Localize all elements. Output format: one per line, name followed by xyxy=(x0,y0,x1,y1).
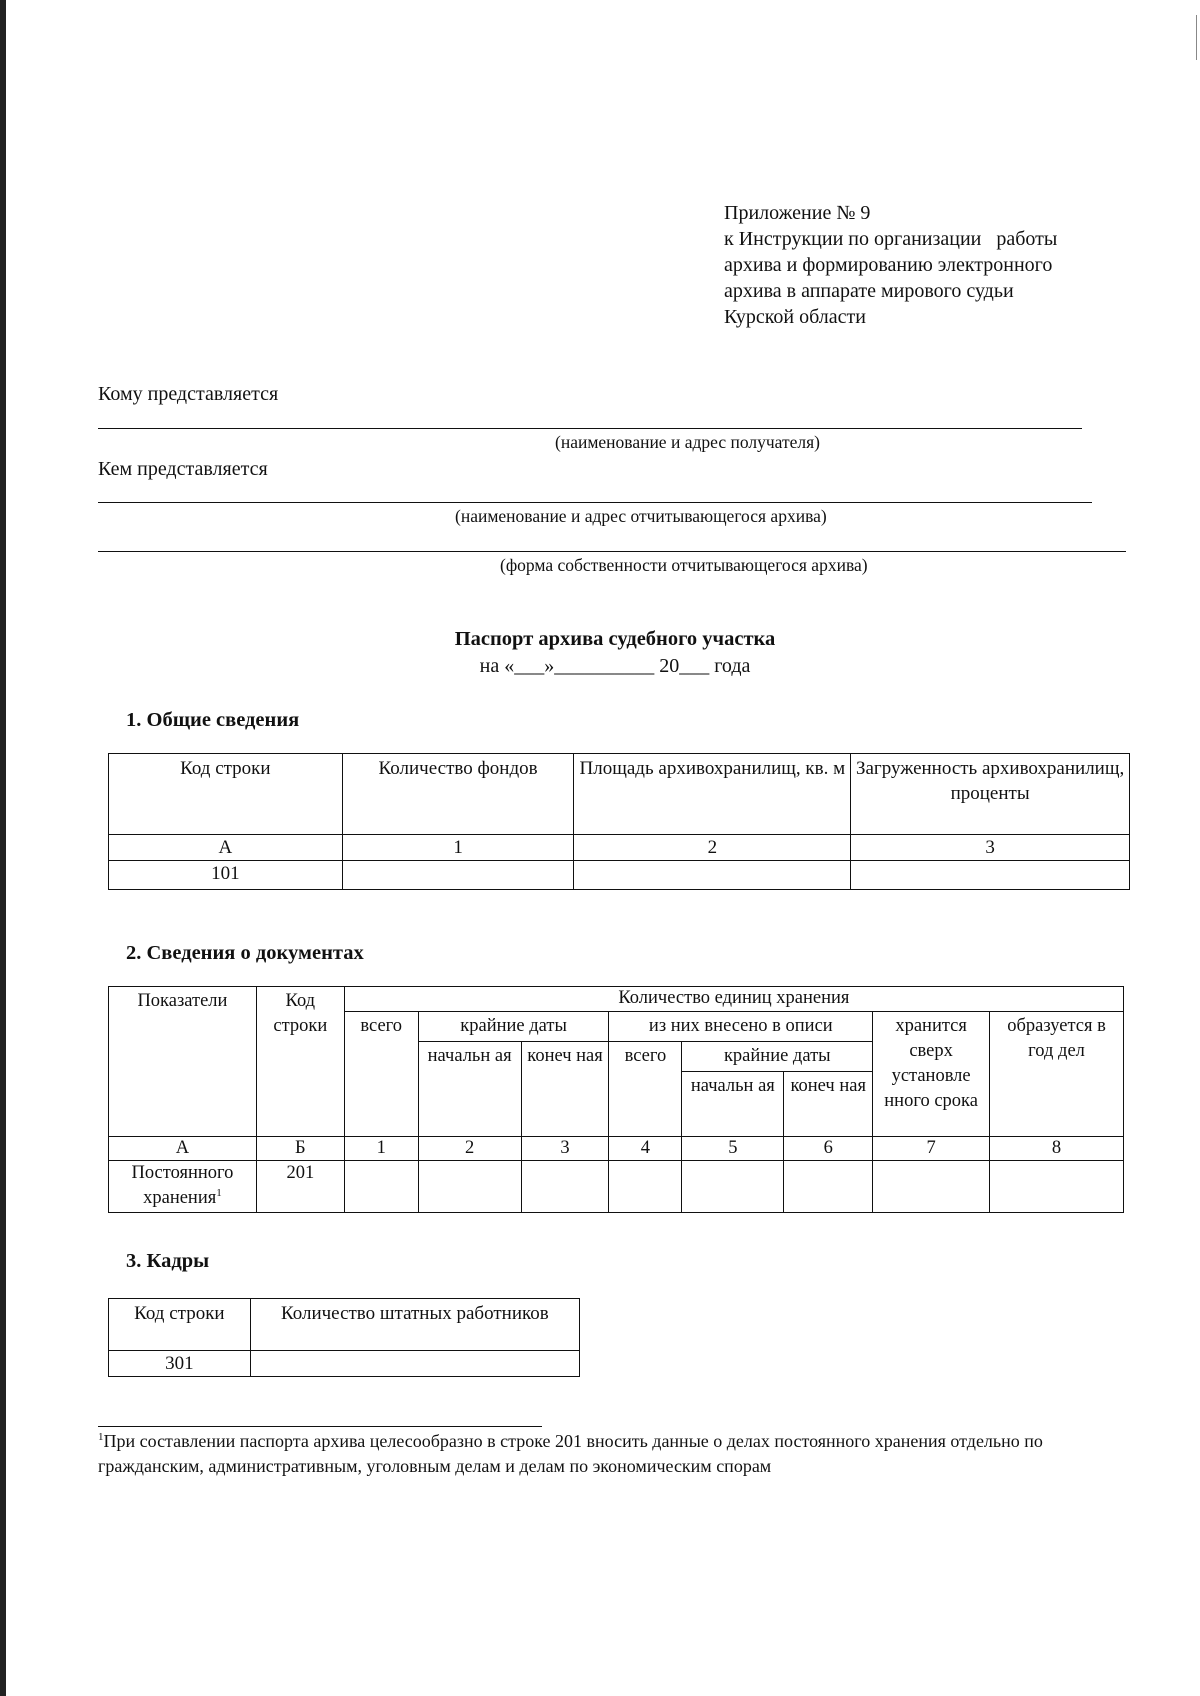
document-date-line: на «___»__________ 20___ года xyxy=(479,655,751,677)
index-cell: 3 xyxy=(521,1137,609,1161)
index-cell: 6 xyxy=(784,1137,873,1161)
row-label-cell xyxy=(109,1161,257,1213)
recipient-label: Кому представляется xyxy=(98,383,279,405)
header-cell: начальн ая xyxy=(418,1042,521,1137)
sender-line xyxy=(98,502,1092,503)
index-cell: 4 xyxy=(609,1137,682,1161)
index-cell: 2 xyxy=(574,835,851,861)
index-cell: 3 xyxy=(851,835,1130,861)
header-cell: всего xyxy=(609,1042,682,1137)
table-row xyxy=(109,861,1130,890)
section-1-heading: 1. Общие сведения xyxy=(126,709,300,731)
index-cell: А xyxy=(109,835,343,861)
table-cell xyxy=(873,1161,990,1213)
header-cell: Показатели xyxy=(109,987,257,1137)
header-cell: всего xyxy=(344,1012,418,1137)
header-cell: Количество штатных работников xyxy=(250,1299,579,1351)
annex-header xyxy=(724,200,1057,330)
row-label-text: Постоянного хранения xyxy=(131,1163,234,1208)
annex-line-3: архива и формированию электронного xyxy=(724,254,1053,276)
section-2-heading: 2. Сведения о документах xyxy=(126,942,364,964)
general-info-table xyxy=(108,753,1130,890)
ownership-line xyxy=(98,551,1126,552)
header-cell: Код строки xyxy=(256,987,344,1137)
header-cell: Количество фондов xyxy=(342,754,574,835)
header-cell: Загруженность архивохранилищ, проценты xyxy=(851,754,1130,835)
table-cell xyxy=(784,1161,873,1213)
table-header-row xyxy=(109,987,1124,1012)
footnote-text: При составлении паспорта архива целесообразно в строке 201 вносить данные о делах постоянного хранения отдельно по гражданским, административным, уголовным делам и делам по экономическим спорам xyxy=(98,1431,1043,1476)
table-cell xyxy=(990,1161,1124,1213)
recipient-caption: (наименование и адрес получателя) xyxy=(555,432,820,452)
sender-label: Кем представляется xyxy=(98,458,268,480)
header-cell: конеч ная xyxy=(521,1042,609,1137)
header-cell: Код строки xyxy=(109,1299,251,1351)
footnote-mark: 1 xyxy=(216,1186,222,1199)
table-header-row xyxy=(109,1299,580,1351)
table-index-row xyxy=(109,1137,1124,1161)
documents-table xyxy=(108,986,1124,1213)
index-cell: Б xyxy=(256,1137,344,1161)
index-cell: 8 xyxy=(990,1137,1124,1161)
index-cell: 5 xyxy=(682,1137,784,1161)
table-cell xyxy=(574,861,851,890)
table-header-row xyxy=(109,754,1130,835)
staff-table xyxy=(108,1298,580,1377)
table-cell xyxy=(682,1161,784,1213)
header-cell: Площадь архивохранилищ, кв. м xyxy=(574,754,851,835)
index-cell: 7 xyxy=(873,1137,990,1161)
table-cell xyxy=(342,861,574,890)
header-cell: начальн ая xyxy=(682,1072,784,1137)
table-cell xyxy=(521,1161,609,1213)
section-3-heading: 3. Кадры xyxy=(126,1250,210,1272)
table-cell xyxy=(250,1351,579,1377)
document-title: Паспорт архива судебного участка xyxy=(454,628,776,650)
row-code-cell: 101 xyxy=(109,861,343,890)
footnote xyxy=(98,1429,1138,1479)
header-cell: крайние даты xyxy=(682,1042,873,1072)
table-cell xyxy=(609,1161,682,1213)
footnote-mark: 1 xyxy=(98,1431,104,1443)
header-cell: Количество единиц хранения xyxy=(344,987,1123,1012)
sender-caption: (наименование и адрес отчитывающегося архива) xyxy=(455,506,827,526)
table-cell xyxy=(344,1161,418,1213)
table-row xyxy=(109,1161,1124,1213)
annex-line-5: Курской области xyxy=(724,306,866,328)
index-cell: 2 xyxy=(418,1137,521,1161)
header-cell: образуется в год дел xyxy=(990,1012,1124,1137)
row-code-cell: 301 xyxy=(109,1351,251,1377)
scan-right-edge-mark xyxy=(1196,15,1197,60)
header-cell: хранится сверх установле нного срока xyxy=(873,1012,990,1137)
index-cell: 1 xyxy=(342,835,574,861)
header-cell: конеч ная xyxy=(784,1072,873,1137)
table-row xyxy=(109,1351,580,1377)
header-cell: из них внесено в описи xyxy=(609,1012,873,1042)
ownership-caption: (форма собственности отчитывающегося архива) xyxy=(500,555,868,575)
row-code-cell: 201 xyxy=(256,1161,344,1213)
index-cell: А xyxy=(109,1137,257,1161)
annex-line-1: Приложение № 9 xyxy=(724,202,871,224)
header-cell: Код строки xyxy=(109,754,343,835)
table-index-row xyxy=(109,835,1130,861)
annex-line-2: к Инструкции по организации работы xyxy=(724,228,1058,250)
table-cell xyxy=(418,1161,521,1213)
index-cell: 1 xyxy=(344,1137,418,1161)
scan-left-edge xyxy=(0,0,6,1696)
table-cell xyxy=(851,861,1130,890)
annex-line-4: архива в аппарате мирового судьи xyxy=(724,280,1014,302)
recipient-line xyxy=(98,428,1082,429)
footnote-rule xyxy=(98,1426,542,1427)
header-cell: крайние даты xyxy=(418,1012,609,1042)
